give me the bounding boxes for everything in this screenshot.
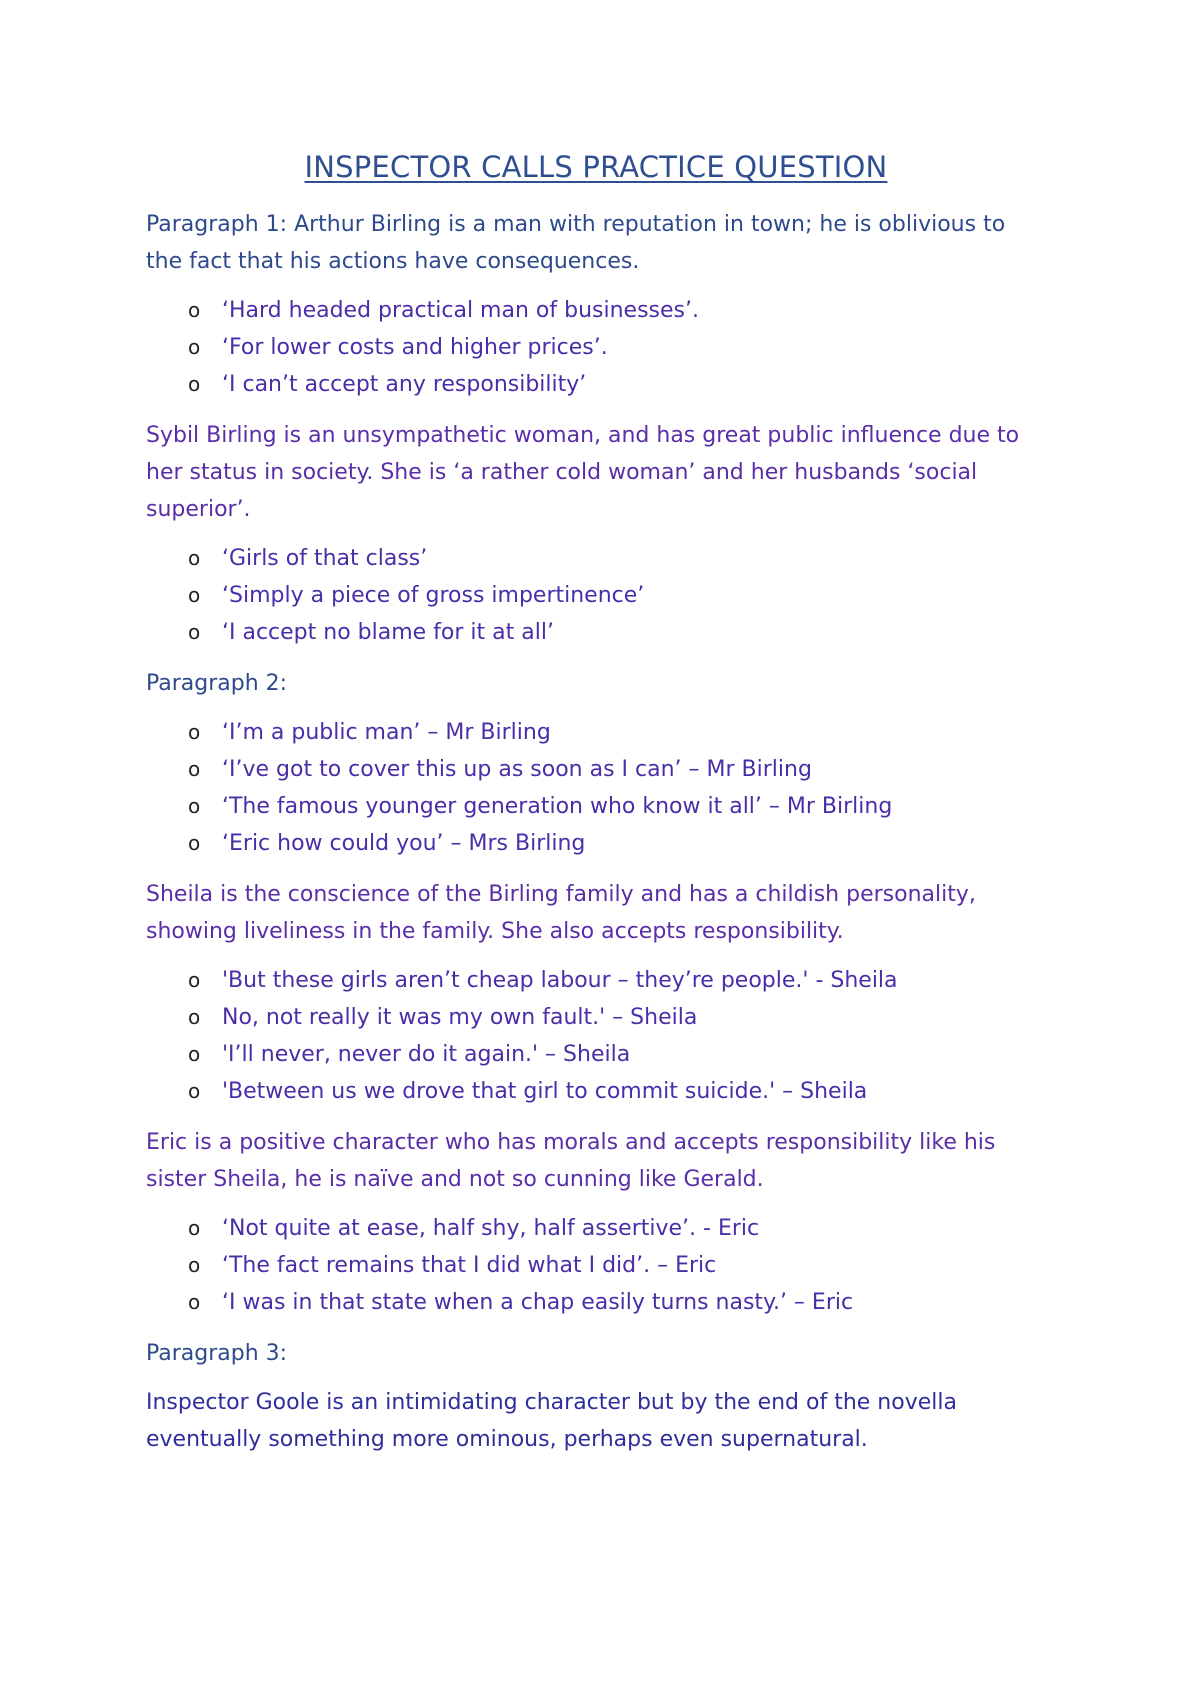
list-item: o ‘The famous younger generation who know it all’ – Mr Birling — [188, 788, 1046, 825]
bullet-icon: o — [188, 1253, 201, 1277]
inspector-intro: Inspector Goole is an intimidating character but by the end of the novella eventually something more ominous, perhaps even supernatural. — [146, 1390, 957, 1452]
paragraph-1-intro: Paragraph 1: Arthur Birling is a man with reputation in town; he is oblivious to the fact that his actions have consequences. — [146, 212, 1006, 274]
list-item: o ‘I can’t accept any responsibility’ — [188, 366, 1046, 403]
bullet-icon: o — [188, 583, 201, 607]
list-item: o ‘Simply a piece of gross impertinence’ — [188, 577, 1046, 614]
list-item: o ‘I was in that state when a chap easily turns nasty.’ – Eric — [188, 1284, 1046, 1321]
list-item: o ‘I’ve got to cover this up as soon as I can’ – Mr Birling — [188, 751, 1046, 788]
quote-list-sybil — [146, 540, 1046, 651]
bullet-icon: o — [188, 1079, 201, 1103]
bullet-icon: o — [188, 794, 201, 818]
list-item: o ‘Girls of that class’ — [188, 540, 1046, 577]
list-item: o ‘I accept no blame for it at all’ — [188, 614, 1046, 651]
paragraph-3-heading: Paragraph 3: — [146, 1341, 288, 1366]
bullet-icon: o — [188, 372, 201, 396]
list-item: o 'But these girls aren’t cheap labour – they’re people.' - Sheila — [188, 962, 1046, 999]
bullet-icon: o — [188, 1290, 201, 1314]
list-item: o ‘Hard headed practical man of businesses’. — [188, 292, 1046, 329]
list-item: o ‘Not quite at ease, half shy, half assertive’. - Eric — [188, 1210, 1046, 1247]
bullet-icon: o — [188, 1042, 201, 1066]
sybil-intro: Sybil Birling is an unsympathetic woman, and has great public influence due to her status in society. She is ‘a rather cold woman’ and her husbands ‘social superior’. — [146, 423, 1020, 522]
eric-intro: Eric is a positive character who has morals and accepts responsibility like his sister Sheila, he is naïve and not so cunning like Gerald. — [146, 1130, 996, 1192]
bullet-icon: o — [188, 720, 201, 744]
bullet-icon: o — [188, 831, 201, 855]
list-item: o ‘I’m a public man’ – Mr Birling — [188, 714, 1046, 751]
bullet-icon: o — [188, 620, 201, 644]
list-item: o ‘Eric how could you’ – Mrs Birling — [188, 825, 1046, 862]
list-item: o No, not really it was my own fault.' – Sheila — [188, 999, 1046, 1036]
sheila-intro: Sheila is the conscience of the Birling family and has a childish personality, showing liveliness in the family. She also accepts responsibility. — [146, 882, 976, 944]
bullet-icon: o — [188, 1005, 201, 1029]
quote-list-eric — [146, 1210, 1046, 1321]
page-title: INSPECTOR CALLS PRACTICE QUESTION — [304, 150, 888, 184]
paragraph-2-heading: Paragraph 2: — [146, 671, 288, 696]
bullet-icon: o — [188, 757, 201, 781]
bullet-icon: o — [188, 1216, 201, 1240]
list-item: o ‘For lower costs and higher prices’. — [188, 329, 1046, 366]
document-page — [146, 150, 1046, 1470]
bullet-icon: o — [188, 335, 201, 359]
quote-list-p1 — [146, 292, 1046, 403]
list-item: o ‘The fact remains that I did what I did’. – Eric — [188, 1247, 1046, 1284]
bullet-icon: o — [188, 298, 201, 322]
quote-list-sheila — [146, 962, 1046, 1110]
bullet-icon: o — [188, 968, 201, 992]
list-item: o 'I’ll never, never do it again.' – Sheila — [188, 1036, 1046, 1073]
quote-list-p2 — [146, 714, 1046, 862]
list-item: o 'Between us we drove that girl to commit suicide.' – Sheila — [188, 1073, 1046, 1110]
bullet-icon: o — [188, 546, 201, 570]
